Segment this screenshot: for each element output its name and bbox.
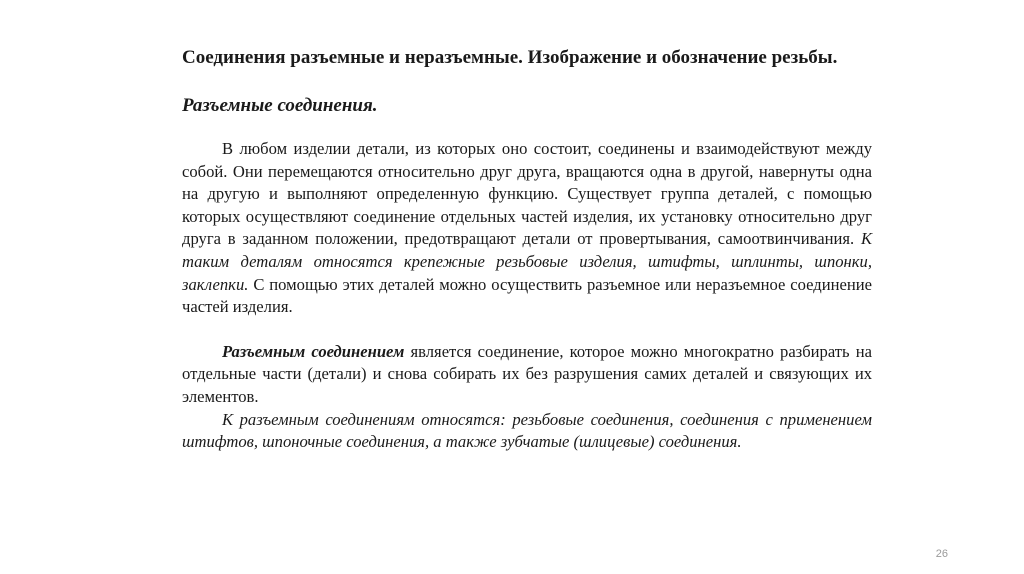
section-heading: Разъемные соединения. <box>182 95 378 116</box>
definition-text: является соединение, которое можно многократно разбирать на отдельные части (детали) и снова собирать их без разрушения самих деталей и связующих их элементов. <box>182 341 873 406</box>
paragraph-2 <box>182 341 872 409</box>
paragraph-1 <box>182 138 872 319</box>
paragraph-1-italic: К таким деталям относятся крепежные резьбовые изделия, штифты, шплинты, шпонки, заклепки. <box>182 229 872 294</box>
definition-term: Разъемным соединением <box>222 341 405 361</box>
document-page <box>182 44 872 454</box>
document-title: Соединения разъемные и неразъемные. Изображение и обозначение резьбы. <box>182 47 838 68</box>
paragraph-3 <box>182 409 872 454</box>
page-number: 26 <box>935 548 948 560</box>
paragraph-1-text: В любом изделии детали, из которых оно состоит, соединены и взаимодействуют между собой. Они перемещаются относительно друг друга, вращаются одна в другой, навернуты одна на другую и выполняют определенную функцию. Существует группа деталей, с помощью которых осуществляют соединение отдельных частей изделия, их установку относительно друг друга в заданном положении, предотвращают детали от провертывания, самоотвинчивания. <box>182 139 872 249</box>
paragraph-3-italic: К разъемным соединениям относятся: резьбовые соединения, соединения с применением штифтов, шпоночные соединения, а также зубчатые (шлицевые) соединения. <box>182 409 872 452</box>
paragraph-1-end: С помощью этих деталей можно осуществить разъемное или неразъемное соединение частей изделия. <box>182 274 872 317</box>
